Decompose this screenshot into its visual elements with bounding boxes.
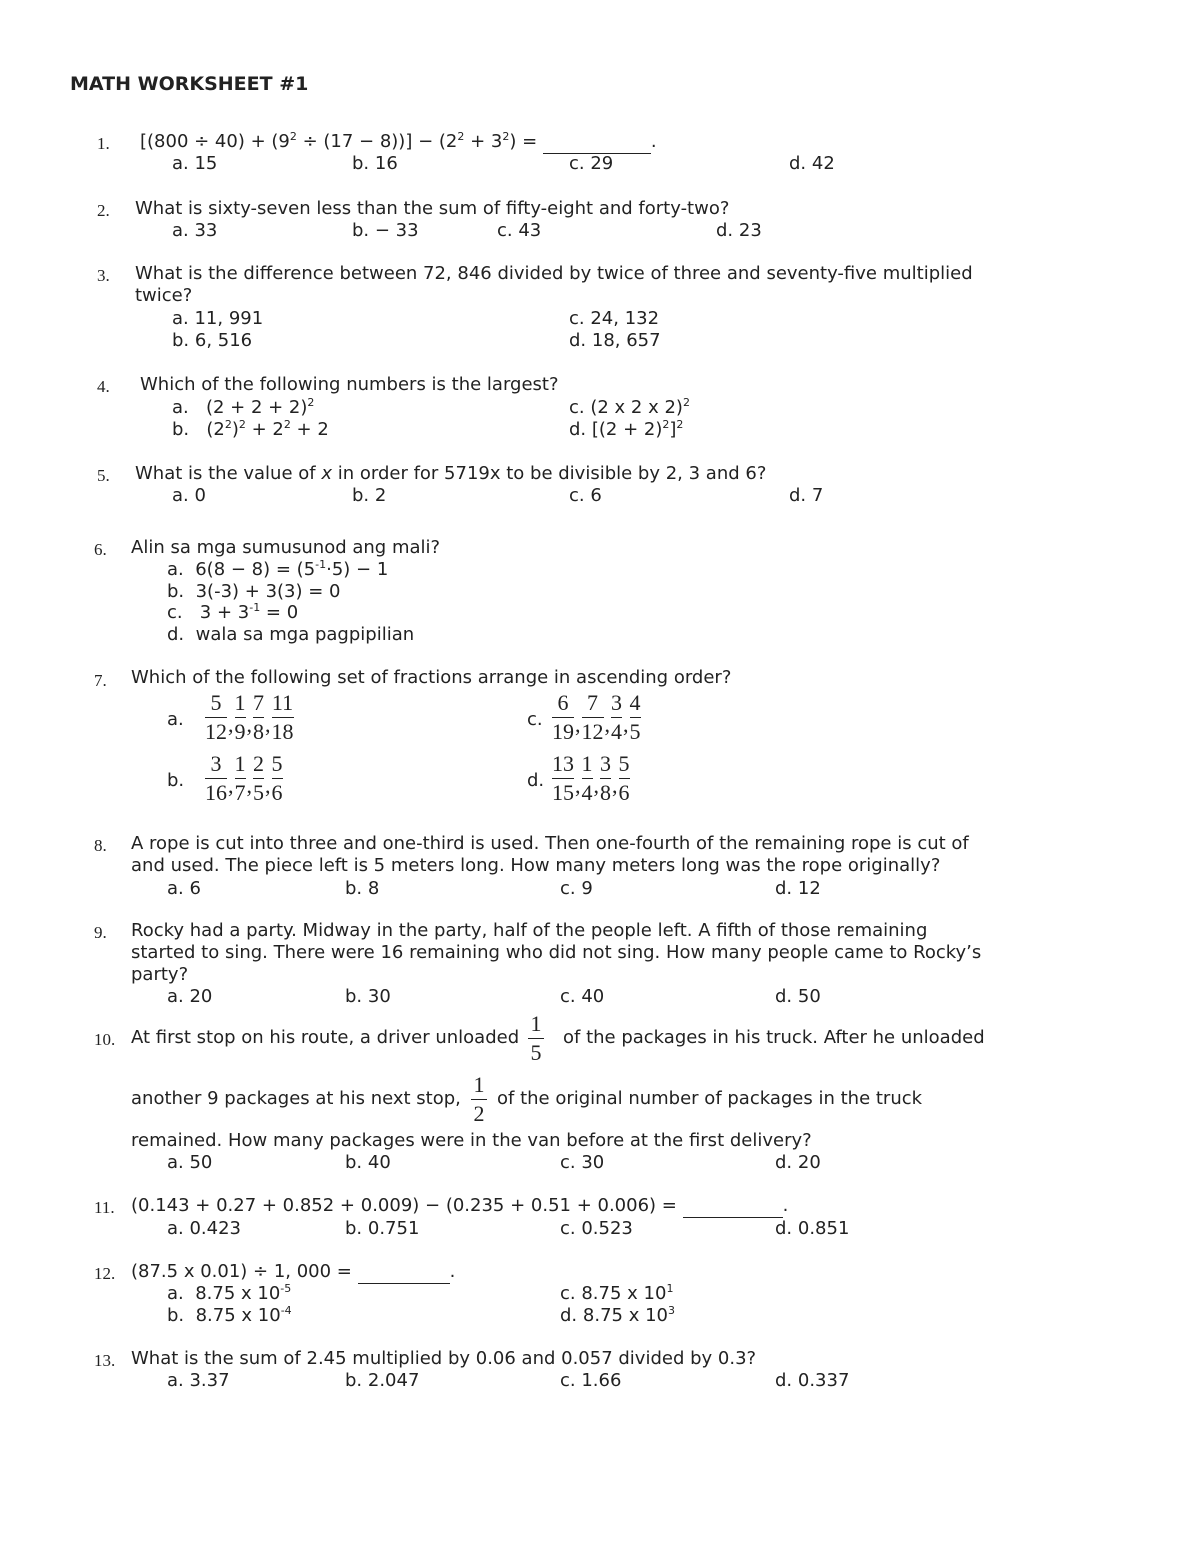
q7-choice-a-fractions: $\frac{5}{12}$ , $\frac{1}{9}$ , $\frac{7}{8}$ , $\frac{11}{18}$ — [205, 690, 294, 744]
q8-text-line2: and used. The piece left is 5 meters long. How many meters long was the rope originally? — [131, 855, 941, 876]
fraction: $\frac{3}{4}$ — [611, 690, 622, 744]
fraction: $\frac{4}{5}$ — [629, 690, 641, 744]
q1-number: 1. — [97, 134, 110, 153]
q10-number: 10. — [94, 1030, 116, 1049]
q7-choice-a-label: a. — [167, 709, 184, 730]
q13-number: 13. — [94, 1351, 116, 1370]
fraction: $\frac{5}{6}$ — [618, 751, 630, 805]
q10-text-line1b: of the packages in his truck. After he unloaded — [563, 1027, 985, 1048]
q9-choice-c: c. 40 — [560, 986, 605, 1007]
q3-choice-a: a. 11, 991 — [172, 308, 264, 329]
q2-number: 2. — [97, 201, 110, 220]
q11-text: (0.143 + 0.27 + 0.852 + 0.009) − (0.235 + 0.51 + 0.006) = . — [131, 1195, 789, 1216]
q13-choice-b: b. 2.047 — [345, 1370, 420, 1391]
q5-choice-d: d. 7 — [789, 485, 824, 506]
q13-choice-a: a. 3.37 — [167, 1370, 230, 1391]
fraction: $\frac{7}{8}$ — [253, 690, 264, 744]
q12-choice-d: d. 8.75 x $10^3$ — [560, 1304, 675, 1326]
q3-number: 3. — [97, 266, 110, 285]
q13-choice-c: c. 1.66 — [560, 1370, 622, 1391]
q13-text: What is the sum of 2.45 multiplied by 0.06 and 0.057 divided by 0.3? — [131, 1348, 757, 1369]
fraction: $\frac{1}{7}$ — [234, 751, 246, 805]
q1-choice-a: a. 15 — [172, 153, 218, 174]
q5-choice-b: b. 2 — [352, 485, 387, 506]
q8-choice-b: b. 8 — [345, 878, 380, 899]
q3-text-line2: twice? — [135, 285, 193, 306]
q11-answer-blank — [683, 1195, 783, 1218]
fraction: $\frac{5}{12}$ — [205, 690, 227, 744]
q2-text: What is sixty-seven less than the sum of fifty-eight and forty-two? — [135, 198, 730, 219]
q6-choice-c: c. $3 + 3^{-1} = 0$ — [167, 601, 299, 623]
q6-choice-d: d. wala sa mga pagpipilian — [167, 624, 415, 645]
fraction: $\frac{13}{15}$ — [552, 751, 574, 805]
q12-number: 12. — [94, 1264, 116, 1283]
q5-choice-a: a. 0 — [172, 485, 206, 506]
fraction: $\frac{3}{16}$ — [205, 751, 227, 805]
q1-choice-b: b. 16 — [352, 153, 398, 174]
q10-text-line2a: another 9 packages at his next stop, — [131, 1088, 461, 1109]
q3-choice-b: b. 6, 516 — [172, 330, 253, 351]
q11-choice-c: c. 0.523 — [560, 1218, 633, 1239]
q4-choice-b: b. $(2^2)^2 + 2^2 + 2$ — [172, 418, 329, 440]
q5-number: 5. — [97, 466, 110, 485]
q11-choice-a: a. 0.423 — [167, 1218, 242, 1239]
q3-text-line1: What is the difference between 72, 846 divided by twice of three and seventy-five multiplied — [135, 263, 973, 284]
q12-answer-blank — [358, 1261, 450, 1284]
fraction: $\frac{5}{6}$ — [271, 751, 283, 805]
fraction: $\frac{11}{18}$ — [271, 690, 294, 744]
q7-choice-b-label: b. — [167, 770, 185, 791]
q7-choice-b-fractions: $\frac{3}{16}$ , $\frac{1}{7}$ , $\frac{2}{5}$ , $\frac{5}{6}$ — [205, 751, 283, 805]
q1-text: $[(800 \div 40) + (9^2 \div (17 - 8))] - (2^2 + 3^2)$ = . — [140, 130, 657, 152]
q4-number: 4. — [97, 377, 110, 396]
fraction: $\frac{7}{12}$ — [581, 690, 604, 744]
q9-text-line1: Rocky had a party. Midway in the party, half of the people left. A fifth of those remaining — [131, 920, 928, 941]
q8-choice-d: d. 12 — [775, 878, 821, 899]
q12-choice-c: c. 8.75 x $10^1$ — [560, 1282, 674, 1304]
q11-choice-d: d. 0.851 — [775, 1218, 850, 1239]
q10-text-line3: remained. How many packages were in the van before at the first delivery? — [131, 1130, 812, 1151]
q4-choice-a: a. $(2 + 2 + 2)^2$ — [172, 396, 315, 418]
q10-fraction-one-half: 1 2 — [471, 1073, 487, 1126]
q9-choice-d: d. 50 — [775, 986, 821, 1007]
q5-choice-c: c. 6 — [569, 485, 602, 506]
q7-number: 7. — [94, 671, 107, 690]
fraction: $\frac{3}{8}$ — [600, 751, 611, 805]
q10-text-line2b: of the original number of packages in the truck — [497, 1088, 923, 1109]
fraction: $\frac{1}{4}$ — [581, 751, 593, 805]
q10-choice-d: d. 20 — [775, 1152, 821, 1173]
q6-choice-a: a. $6(8 - 8) = (5^{-1}\cdot 5) - 1$ — [167, 558, 389, 580]
q13-choice-d: d. 0.337 — [775, 1370, 850, 1391]
q2-choice-d: d. 23 — [716, 220, 762, 241]
q4-choice-d: d. $[(2 + 2)^2]^2$ — [569, 418, 684, 440]
q9-text-line2: started to sing. There were 16 remaining who did not sing. How many people came to Rocky’s — [131, 942, 982, 963]
q12-choice-a: a. 8.75 x $10^{-5}$ — [167, 1282, 292, 1304]
q1-answer-blank — [543, 131, 651, 154]
q10-choice-c: c. 30 — [560, 1152, 605, 1173]
q6-text: Alin sa mga sumusunod ang mali? — [131, 537, 441, 558]
q9-number: 9. — [94, 923, 107, 942]
page-title: MATH WORKSHEET #1 — [70, 73, 309, 95]
q7-text: Which of the following set of fractions arrange in ascending order? — [131, 667, 732, 688]
q8-number: 8. — [94, 836, 107, 855]
q2-choice-b: b. − 33 — [352, 220, 419, 241]
q7-choice-d-label: d. — [527, 770, 545, 791]
q8-choice-a: a. 6 — [167, 878, 201, 899]
q5-text: What is the value of x in order for 5719x to be divisible by 2, 3 and 6? — [135, 463, 767, 484]
q2-choice-a: a. 33 — [172, 220, 218, 241]
q7-choice-c-fractions: $\frac{6}{19}$ , $\frac{7}{12}$ , $\frac{3}{4}$ , $\frac{4}{5}$ — [552, 690, 641, 744]
fraction: $\frac{2}{5}$ — [253, 751, 264, 805]
q7-choice-d-fractions: $\frac{13}{15}$ , $\frac{1}{4}$ , $\frac{3}{8}$ , $\frac{5}{6}$ — [552, 751, 630, 805]
q9-choice-a: a. 20 — [167, 986, 213, 1007]
q6-number: 6. — [94, 540, 107, 559]
q6-choice-b: b. 3(-3) + 3(3) = 0 — [167, 581, 341, 602]
q3-choice-d: d. 18, 657 — [569, 330, 661, 351]
q2-choice-c: c. 43 — [497, 220, 542, 241]
q9-text-line3: party? — [131, 964, 189, 985]
q7-choice-c-label: c. — [527, 709, 543, 730]
q1-choice-d: d. 42 — [789, 153, 835, 174]
q10-choice-b: b. 40 — [345, 1152, 391, 1173]
q4-text: Which of the following numbers is the largest? — [140, 374, 559, 395]
q11-choice-b: b. 0.751 — [345, 1218, 420, 1239]
q10-choice-a: a. 50 — [167, 1152, 213, 1173]
q12-choice-b: b. 8.75 x $10^{-4}$ — [167, 1304, 292, 1326]
q4-choice-c: c. (2 x 2 x 2)$^2$ — [569, 396, 690, 418]
q8-choice-c: c. 9 — [560, 878, 593, 899]
q8-text-line1: A rope is cut into three and one-third is used. Then one-fourth of the remaining rope is cut of — [131, 833, 969, 854]
q3-choice-c: c. 24, 132 — [569, 308, 660, 329]
fraction: $\frac{1}{9}$ — [234, 690, 246, 744]
q12-text: (87.5 x 0.01) ÷ 1, 000 = . — [131, 1261, 456, 1282]
q9-choice-b: b. 30 — [345, 986, 391, 1007]
q11-number: 11. — [94, 1198, 115, 1217]
q10-fraction-one-fifth: 1 5 — [528, 1012, 544, 1065]
fraction: $\frac{6}{19}$ — [552, 690, 574, 744]
q10-text-line1a: At first stop on his route, a driver unloaded — [131, 1027, 520, 1048]
q1-choice-c: c. 29 — [569, 153, 614, 174]
